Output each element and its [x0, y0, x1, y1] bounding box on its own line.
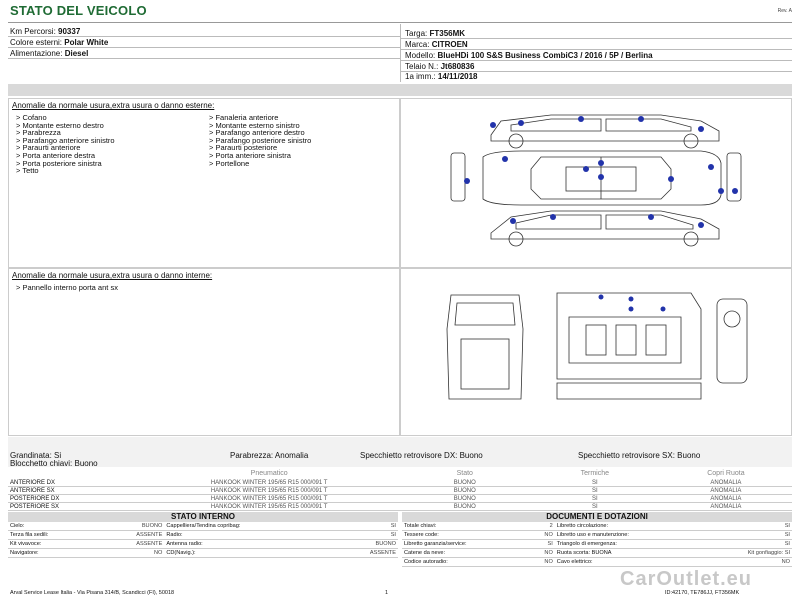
table-row: Codice autoradio: NO Cavo elettrico: NO	[404, 559, 790, 565]
table-row: POSTERIORE DX HANKOOK WINTER 195/65 R15 000/091 T BUONO SI ANOMALIA	[8, 495, 792, 503]
table-row: Tessere code: NO Libretto uso e manutenzione: SI	[404, 532, 790, 538]
car-interior-diagram	[401, 269, 791, 435]
external-list-1: > Cofano > Montante esterno destro > Parabrezza > Parafango anteriore sinistro > Paraurti anteriore > Porta anteriore destra > Porta posteriore sinistra > Tetto	[16, 113, 115, 176]
chassis-field: Telaio N.: Jt680836	[405, 62, 475, 71]
external-list-2: > Fanaleria anteriore > Montante esterno sinistro > Parafango anteriore destro > Parafango posteriore sinistro > Paraurti posteriore > Porta anteriore sinistra > Portellone	[209, 113, 312, 168]
internal-list: > Pannello interno porta ant sx	[16, 283, 118, 292]
car-exterior-diagram	[401, 99, 791, 267]
watermark-logo: CarOutlet.eu	[620, 568, 753, 590]
table-row: Cielo: BUONO Cappelliera/Tendina copribag: SI	[10, 523, 396, 529]
footer-page: 1	[385, 590, 389, 596]
model-field: Modello: BlueHDi 100 S&S Business CombiC3 / 2016 / 5P / Berlina	[405, 51, 653, 60]
external-damage-panel	[8, 98, 400, 268]
table-row: ANTERIORE SX HANKOOK WINTER 195/65 R15 000/091 T BUONO SI ANOMALIA	[8, 487, 792, 495]
blocchetto-status: Blocchetto chiavi: Buono	[10, 459, 98, 468]
footer-id: ID:42170, TE786JJ, FT356MK	[665, 590, 740, 596]
table-row: Catene da neve: NO Ruota scorta: BUONA Kit gonfiaggio: SI	[404, 550, 790, 556]
internal-damage-panel	[8, 268, 400, 436]
table-row: Terza fila sedili: ASSENTE Radio: SI	[10, 532, 396, 538]
interno-table	[8, 522, 398, 558]
specchio-dx-status: Specchietto retrovisore DX: Buono	[360, 451, 483, 460]
brand-field: Marca: CITROEN	[405, 40, 468, 49]
table-row: Navigatore: NO CD(Navig.): ASSENTE	[10, 550, 396, 556]
interno-title: STATO INTERNO	[8, 512, 398, 522]
table-row: Totale chiavi: 2 Libretto circolazione: SI	[404, 523, 790, 529]
table-row: Libretto garanzia/service: SI Triangolo di emergenza: SI	[404, 541, 790, 547]
table-row: ANTERIORE DX HANKOOK WINTER 195/65 R15 000/091 T BUONO SI ANOMALIA	[8, 479, 792, 487]
specchio-sx-status: Specchietto retrovisore SX: Buono	[578, 451, 701, 460]
documenti-table	[402, 522, 792, 567]
km-field: Km Percorsi: 90337	[10, 27, 81, 36]
grandinata-status: Grandinata: Si	[10, 451, 62, 460]
documenti-title: DOCUMENTI E DOTAZIONI	[402, 512, 792, 522]
page-title: STATO DEL VEICOLO	[10, 3, 147, 18]
table-row: POSTERIORE SX HANKOOK WINTER 195/65 R15 000/091 T BUONO SI ANOMALIA	[8, 503, 792, 511]
parabrezza-status: Parabrezza: Anomalia	[230, 451, 309, 460]
external-diagram-panel	[400, 98, 792, 268]
revision-label: Rev. A	[777, 8, 792, 14]
tyre-table: Pneumatico Stato Termiche Copri Ruota ANTERIORE DX HANKOOK WINTER 195/65 R15 000/091 T BUONO SI ANOMALIA ANTERIORE SX HANKOOK WINTER 195/65 R15 000/091 T BUONO SI ANOMALIA POSTERIORE DX HANKOOK WINTER 195/65 R15 000/091 T BUONO SI ANOMALIA POSTERIORE SX HANKOOK WINTER 195/65 R15 000/091 T BUONO SI ANOMALIA	[8, 468, 792, 511]
registration-field: 1a imm.: 14/11/2018	[405, 72, 478, 81]
external-heading: Anomalie da normale usura,extra usura o danno esterne:	[12, 101, 215, 110]
internal-diagram-panel	[400, 268, 792, 436]
internal-heading: Anomalie da normale usura,extra usura o danno interne:	[12, 271, 213, 280]
color-field: Colore esterni: Polar White	[10, 38, 109, 47]
table-row: Kit vivavoce: ASSENTE Antenna radio: BUONO	[10, 541, 396, 547]
fuel-field: Alimentazione: Diesel	[10, 49, 89, 58]
plate-field: Targa: FT356MK	[405, 29, 466, 38]
footer-company: Arval Service Lease Italia - Via Pisana 314/B, Scandicci (FI), 50018	[10, 590, 175, 596]
